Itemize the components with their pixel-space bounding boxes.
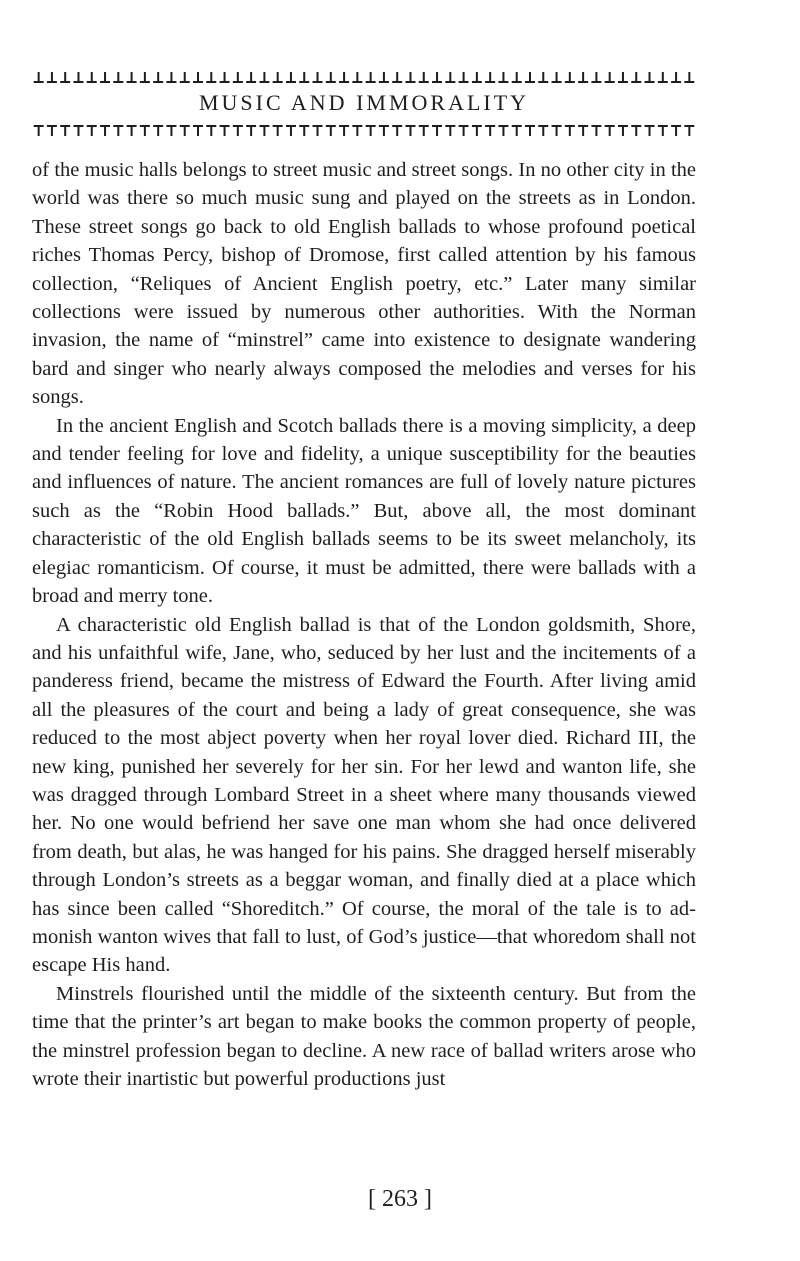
- ornament-glyph: [512, 125, 522, 136]
- ornament-glyph: [459, 125, 469, 136]
- ornament-glyph: [259, 125, 269, 136]
- running-head: MUSIC AND IMMORALITY: [198, 90, 530, 115]
- ornament-glyph: [73, 125, 83, 136]
- ornament-glyph: [671, 72, 681, 83]
- ornament-glyph: [485, 125, 495, 136]
- ornament-glyph: [552, 125, 562, 136]
- ornament-glyph: [180, 125, 190, 136]
- paragraph: In the ancient English and Scotch ballads there is a moving simplicity, a deep and tender feeling for love and fidelity, a unique susceptibility for the beauties and influences of nature. The ancient romances are full of lovely nature pictures such as the “Robin Hood ballads.” But, above all, the most dominant characteristic of the old English ballads seems to be its sweet melancholy, its elegiac romanticism. Of course, it must be admitted, there were ballads with a broad and merry tone.: [32, 414, 696, 608]
- ornament-glyph: [34, 125, 44, 136]
- ornament-glyph: [140, 125, 150, 136]
- ornament-glyph: [671, 125, 681, 136]
- ornament-glyph: [259, 72, 269, 83]
- ornament-glyph: [366, 125, 376, 136]
- ornament-glyph: [525, 125, 535, 136]
- ornament-glyph: [286, 72, 296, 83]
- ornament-glyph: [631, 125, 641, 136]
- body-text: [32, 156, 696, 1093]
- paragraph: of the music halls belongs to street music and street songs. In no other city in the world was there so much music sung and played on the streets as in London. These street songs go back to old English ballads to whose profound poetical riches Thomas Percy, bishop of Dromose, first called attention by his famous collection, “Reliques of Ancient English poetry, etc.” Later many similar collections were issued by numerous other authorities. With the Norman invasion, the name of “minstrel” came into existence to designate wandering bard and singer who nearly always composed the melodies and verses for his songs.: [32, 159, 696, 409]
- ornament-glyph: [445, 125, 455, 136]
- ornament-glyph: [565, 125, 575, 136]
- ornament-glyph: [538, 125, 548, 136]
- ornament-glyph: [220, 72, 230, 83]
- ornament-glyph: [684, 125, 694, 136]
- ornament-glyph: [273, 72, 283, 83]
- ornament-glyph: [286, 125, 296, 136]
- ornament-glyph: [684, 72, 694, 83]
- ornament-glyph: [87, 125, 97, 136]
- ornament-glyph: [405, 72, 415, 83]
- ornament-glyph: [419, 125, 429, 136]
- ornament-glyph: [472, 72, 482, 83]
- ornament-glyph: [392, 72, 402, 83]
- ornament-glyph: [618, 125, 628, 136]
- ornament-glyph: [60, 72, 70, 83]
- ornament-glyph: [432, 72, 442, 83]
- ornament-glyph: [525, 72, 535, 83]
- ornament-glyph: [392, 125, 402, 136]
- ornament-glyph: [552, 72, 562, 83]
- ornament-glyph: [73, 72, 83, 83]
- ornament-rule-top: [32, 70, 696, 84]
- ornament-glyph: [233, 125, 243, 136]
- ornament-glyph: [313, 72, 323, 83]
- ornament-glyph: [87, 72, 97, 83]
- ornament-glyph: [113, 72, 123, 83]
- ornament-glyph: [485, 72, 495, 83]
- ornament-glyph: [538, 72, 548, 83]
- ornament-glyph: [60, 125, 70, 136]
- ornament-glyph: [127, 125, 137, 136]
- ornament-glyph: [339, 72, 349, 83]
- ornament-glyph: [631, 72, 641, 83]
- ornament-glyph: [100, 72, 110, 83]
- ornament-glyph: [605, 125, 615, 136]
- ornament-glyph: [512, 72, 522, 83]
- ornament-glyph: [645, 125, 655, 136]
- ornament-glyph: [658, 125, 668, 136]
- ornament-glyph: [379, 125, 389, 136]
- ornament-glyph: [193, 72, 203, 83]
- ornament-glyph: [498, 72, 508, 83]
- ornament-glyph: [445, 72, 455, 83]
- ornament-glyph: [113, 125, 123, 136]
- book-page: [32, 70, 696, 1093]
- ornament-glyph: [459, 72, 469, 83]
- ornament-glyph: [645, 72, 655, 83]
- ornament-glyph: [246, 125, 256, 136]
- ornament-glyph: [352, 125, 362, 136]
- ornament-glyph: [220, 125, 230, 136]
- ornament-glyph: [100, 125, 110, 136]
- ornament-glyph: [405, 125, 415, 136]
- ornament-glyph: [140, 72, 150, 83]
- ornament-glyph: [578, 125, 588, 136]
- ornament-glyph: [352, 72, 362, 83]
- ornament-glyph: [153, 125, 163, 136]
- ornament-glyph: [273, 125, 283, 136]
- ornament-glyph: [180, 72, 190, 83]
- ornament-glyph: [419, 72, 429, 83]
- ornament-glyph: [299, 125, 309, 136]
- ornament-glyph: [578, 72, 588, 83]
- ornament-glyph: [339, 125, 349, 136]
- ornament-glyph: [605, 72, 615, 83]
- ornament-glyph: [432, 125, 442, 136]
- paragraph: Minstrels flourished until the middle of the sixteenth century. But from the time that the printer’s art began to make books the common property of people, the minstrel profession began to decline. A new race of ballad writers arose who wrote their inartistic but powerful productions just: [32, 982, 696, 1090]
- paragraph: A characteristic old English ballad is that of the London goldsmith, Shore, and his unfaithful wife, Jane, who, seduced by her lust and the incitements of a panderess friend, became the mistress of Edward the Fourth. After living amid all the pleasures of the court and being a lady of great consequence, she was reduced to the most abject poverty when her royal lover died. Richard III, the new king, punished her severely for her sin. For her lewd and wanton life, she was dragged through Lombard Street in a sheet where many thousands viewed her. No one would befriend her save one man whom she had once delivered from death, but alas, he was hanged for his pains. She dragged herself miserably through London’s streets as a beggar woman, and finally died at a place which has since been called “Shoreditch.” Of course, the moral of the tale is to admonish wanton wives that fall to lust, of God’s justice—that whoredom shall not escape His hand.: [32, 613, 696, 977]
- page-number: [ 263 ]: [368, 1186, 432, 1212]
- ornament-glyph: [565, 72, 575, 83]
- ornament-glyph: [591, 125, 601, 136]
- ornament-glyph: [366, 72, 376, 83]
- ornament-glyph: [193, 125, 203, 136]
- ornament-glyph: [233, 72, 243, 83]
- ornament-glyph: [618, 72, 628, 83]
- ornament-glyph: [299, 72, 309, 83]
- ornament-glyph: [246, 72, 256, 83]
- ornament-glyph: [379, 72, 389, 83]
- ornament-glyph: [326, 125, 336, 136]
- ornament-glyph: [166, 72, 176, 83]
- ornament-rule-bottom: [32, 124, 696, 138]
- ornament-glyph: [206, 72, 216, 83]
- ornament-glyph: [153, 72, 163, 83]
- ornament-glyph: [127, 72, 137, 83]
- ornament-glyph: [47, 72, 57, 83]
- ornament-glyph: [658, 72, 668, 83]
- ornament-glyph: [47, 125, 57, 136]
- ornament-glyph: [591, 72, 601, 83]
- ornament-glyph: [34, 72, 44, 83]
- ornament-glyph: [313, 125, 323, 136]
- ornament-glyph: [472, 125, 482, 136]
- ornament-glyph: [206, 125, 216, 136]
- ornament-glyph: [166, 125, 176, 136]
- ornament-glyph: [498, 125, 508, 136]
- ornament-glyph: [326, 72, 336, 83]
